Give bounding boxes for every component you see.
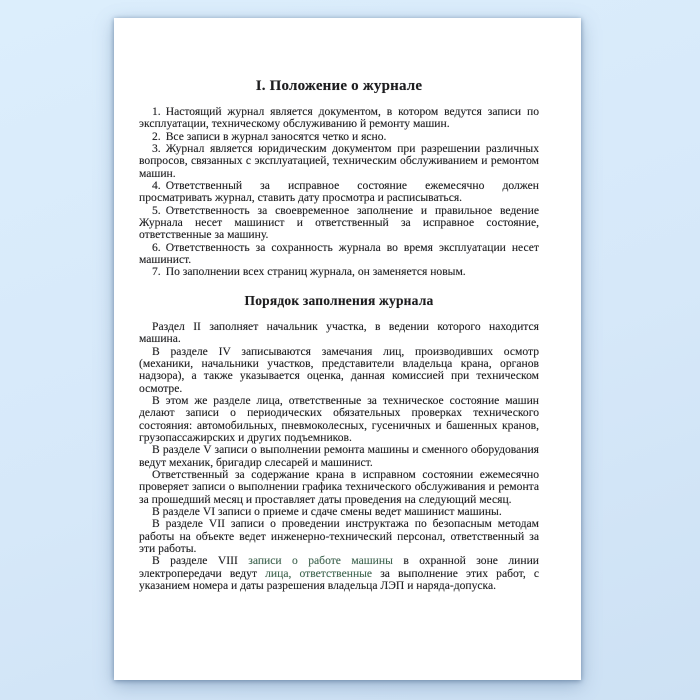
list-item xyxy=(139,180,539,205)
document-page xyxy=(114,18,581,680)
paragraph: Раздел II заполняет начальник участка, в ведении которого находится машина. xyxy=(139,319,539,346)
filling-procedure-section xyxy=(139,321,539,593)
paragraph: В разделе IV записываются замечания лиц, производивших осмотр (механики, начальники участков, представители владельца крана, органов надзора), а также указывается оценка, данная комиссией при техническом осмотре. xyxy=(139,344,539,395)
paragraph-segment: за выполнение этих работ, с указанием номера и даты разрешения владельца ЛЭП и наряда-допуска. xyxy=(139,566,539,593)
list-item-text: Журнал является юридическим документом при разрешении различных вопросов, связанных с эксплуатацией, техническим обслуживанием и ремонтом машин. xyxy=(139,142,539,180)
page-title: I. Положение о журнале xyxy=(255,78,423,94)
list-item-text: Ответственный за исправное состояние ежемесячно должен просматривать журнал, ставить дату просмотра и расписываться. xyxy=(139,179,539,205)
list-item-number: 3. xyxy=(152,142,161,156)
paragraph-segment-tinted: записи о работе машины xyxy=(248,554,393,568)
paragraph-segment: В разделе VIII xyxy=(152,554,249,568)
list-item xyxy=(139,266,539,278)
list-item xyxy=(139,106,539,131)
list-item-number: 6. xyxy=(152,240,161,254)
paragraph: В разделе VI записи о приеме и сдаче смены ведет машинист машины. xyxy=(152,504,502,518)
list-item-number: 4. xyxy=(152,179,161,193)
paragraph-segment-tinted: лица, ответственные xyxy=(265,566,373,580)
paragraph: В разделе VII записи о проведении инструктажа по безопасным методам работы на объекте ведет инженерно-технический персонал, ответственный за эти работы. xyxy=(139,517,539,555)
list-item xyxy=(139,143,539,180)
paragraph: Ответственный за содержание крана в исправном состоянии ежемесячно проверяет записи о выполнении графика технического обслуживания и ремонта за прошедший месяц и проставляет даты проведения на следующий месяц. xyxy=(139,467,539,506)
list-item-number: 5. xyxy=(152,203,161,217)
paragraph: В разделе V записи о выполнении ремонта машины и сменного оборудования ведут механик, бригадир слесарей и машинист. xyxy=(139,443,539,469)
list-item-text: По заполнении всех страниц журнала, он заменяется новым. xyxy=(165,265,466,279)
list-item-number: 2. xyxy=(152,129,161,143)
section-heading: Порядок заполнения журнала xyxy=(244,292,434,308)
list-item-text: Настоящий журнал является документом, в котором ведутся записи по эксплуатации, техническому обслуживанию й ремонту машин. xyxy=(139,105,539,131)
paragraph-last xyxy=(139,555,539,592)
list-item-text: Ответственность за сохранность журнала во время эксплуатации несет машинист. xyxy=(139,240,539,267)
paragraph-segment: в охранной зоне линии электропередачи ведут xyxy=(139,554,539,580)
paragraph: В этом же разделе лица, ответственные за техническое состояние машин делают записи о периодических обязательных проверках технического состояния: автомобильных, пневмоколесных, гусеничных и башенных кранов, грузопассажирских и других подъемников. xyxy=(139,393,539,444)
list-item xyxy=(139,205,539,242)
list-item-number: 1. xyxy=(152,105,161,118)
list-item-text: Ответственность за своевременное заполнение и правильное ведение Журнала несет машинист и ответственный за исправное состояние, ответственные за машину. xyxy=(139,203,539,242)
list-item xyxy=(139,242,539,267)
list-item-number: 7. xyxy=(152,265,161,279)
list-item-text: Все записи в журнал заносятся четко и ясно. xyxy=(165,129,387,143)
journal-regulations-list xyxy=(139,106,539,279)
